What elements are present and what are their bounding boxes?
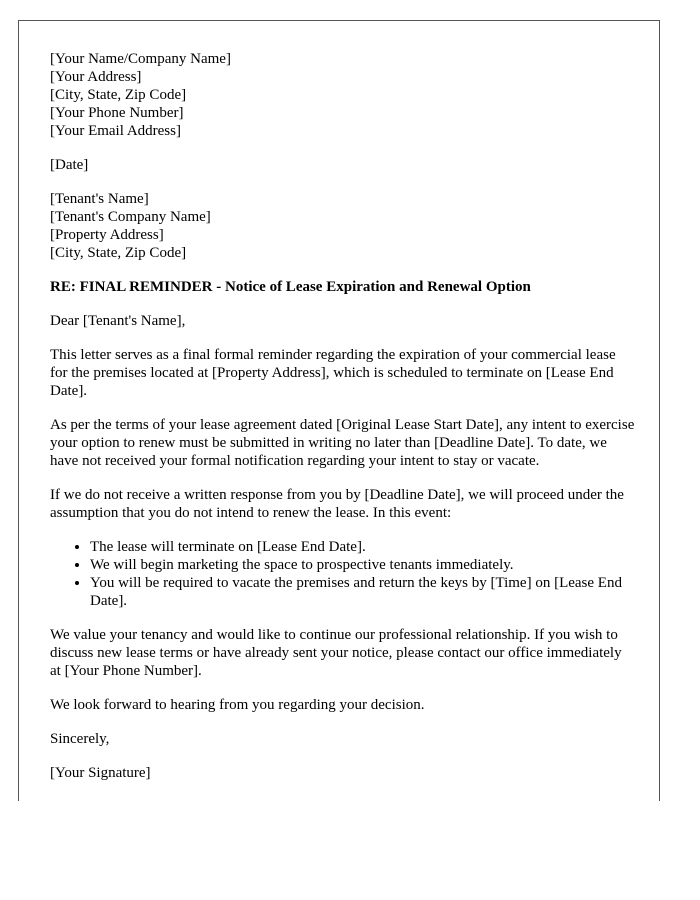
recipient-property-address: [Property Address]	[50, 227, 164, 243]
sender-address: [Your Address]	[50, 69, 142, 85]
signature: [Your Signature]	[50, 765, 151, 781]
list-item: • You will be required to vacate the premises and return the keys by [Time] on [Lease End Date].	[90, 574, 636, 610]
sender-name: [Your Name/Company Name]	[50, 51, 231, 67]
sender-city-state-zip: [City, State, Zip Code]	[50, 87, 187, 103]
list-item: • The lease will terminate on [Lease End Date].	[90, 538, 636, 556]
letter-page	[18, 20, 660, 801]
recipient-city-state-zip: [City, State, Zip Code]	[50, 245, 187, 261]
subject-line: RE: FINAL REMINDER - Notice of Lease Expiration and Renewal Option	[50, 279, 531, 295]
recipient-name: [Tenant's Name]	[50, 191, 149, 207]
closing-paragraph-1: We value your tenancy and would like to continue our professional relationship. If you wish to discuss new lease terms or have already sent your notice, please contact our office immediately at [Your Phone Number].	[50, 627, 622, 679]
letter-content	[50, 50, 636, 798]
sender-block	[50, 50, 636, 140]
signoff: Sincerely,	[50, 731, 110, 747]
closing-paragraph-2: We look forward to hearing from you regarding your decision.	[50, 697, 425, 713]
list-item: • We will begin marketing the space to prospective tenants immediately.	[90, 556, 636, 574]
sender-email: [Your Email Address]	[50, 123, 181, 139]
recipient-block	[50, 190, 636, 262]
consequences-list	[50, 538, 636, 610]
body-paragraph-1: This letter serves as a final formal reminder regarding the expiration of your commercial lease for the premises located at [Property Address], which is scheduled to terminate on [Lease End Date].	[50, 347, 616, 399]
date-block	[50, 156, 636, 174]
body-paragraph-3: If we do not receive a written response from you by [Deadline Date], we will proceed under the assumption that you do not intend to renew the lease. In this event:	[50, 487, 624, 521]
body-paragraph-2: As per the terms of your lease agreement dated [Original Lease Start Date], any intent to exercise your option to renew must be submitted in writing no later than [Deadline Date]. To date, we have not received your formal notification regarding your intent to stay or vacate.	[50, 417, 635, 469]
recipient-company: [Tenant's Company Name]	[50, 209, 211, 225]
letter-date: [Date]	[50, 157, 89, 173]
salutation: Dear [Tenant's Name],	[50, 313, 186, 329]
sender-phone: [Your Phone Number]	[50, 105, 184, 121]
